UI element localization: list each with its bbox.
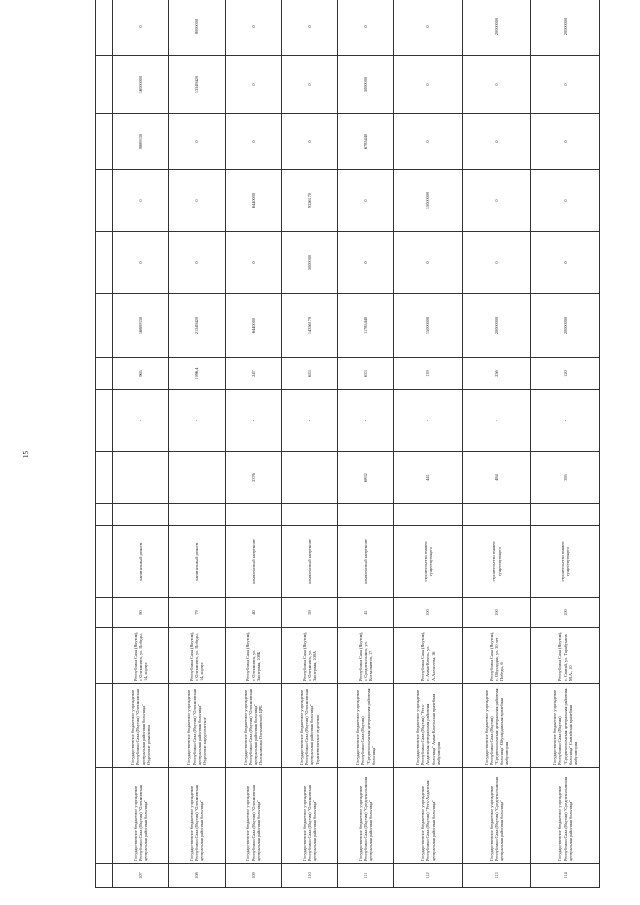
capacity-cell: 41 <box>338 598 394 628</box>
rotated-table-wrapper <box>95 17 600 888</box>
work-type-cell: строительство взамен существующего <box>531 526 600 598</box>
year-1-cell: 0 <box>394 232 463 294</box>
table-row <box>462 0 531 888</box>
organization-cell: Государственное бюджетное учреждение Республики Саха (Якутия) "Олекминская центральная районная больница" <box>225 768 281 864</box>
empty-cell <box>281 504 337 526</box>
header-cell <box>96 56 113 114</box>
year-3-cell: 0 <box>169 114 225 170</box>
address-cell: Республика Саха (Якутия), с. Ойусардах, ул. 30 лет Победы, 6 <box>462 628 531 684</box>
year-2-cell: 15000000 <box>394 170 463 232</box>
header-cell <box>96 358 113 390</box>
facility-cell: Государственное бюджетное учреждение Республики Саха (Якутия) "Среднеколымская центральная районная больница" Ойусардахская врачебная амбулатория <box>462 684 531 768</box>
capacity-cell: 100 <box>394 598 463 628</box>
year-3-cell: 6785440 <box>338 114 394 170</box>
address-cell: Республика Саха (Якутия), г. Олекминск, ул. Заозерная, 108А <box>281 628 337 684</box>
row-number: 114 <box>531 864 600 888</box>
total-cost-cell: 15000000 <box>394 294 463 358</box>
year-4-cell: 0 <box>281 56 337 114</box>
year-3-cell: 0 <box>281 114 337 170</box>
address-cell: Республика Саха (Якутия), с. Амма-Кюель, ул. А.Алексеева, 16 <box>394 628 463 684</box>
total-cost-cell: 11785440 <box>338 294 394 358</box>
year-5-cell: 0 <box>281 0 337 56</box>
empty-cell <box>462 504 531 526</box>
empty-cell <box>169 504 225 526</box>
empty-cell <box>113 504 169 526</box>
row-number: 110 <box>281 864 337 888</box>
address-cell: Республика Саха (Якутия), г. Олекминск, ул. Победы, 14, корпус <box>113 628 169 684</box>
count-cell: 256 <box>462 358 531 390</box>
organization-cell: Государственное бюджетное учреждение Республики Саха (Якутия) "Усть-Алданская центральная районная больница" <box>394 768 463 864</box>
length-cell: - <box>338 390 394 452</box>
year-1-cell: 5000000 <box>281 232 337 294</box>
facility-cell: Государственное бюджетное учреждение Республики Саха (Якутия) "Олекминская центральная районная больница" Отделение хирургическое <box>169 684 225 768</box>
area-cell: 441 <box>394 452 463 504</box>
header-cell <box>96 0 113 56</box>
row-number: 113 <box>462 864 531 888</box>
year-5-cell: 20000000 <box>462 0 531 56</box>
length-cell: - <box>169 390 225 452</box>
count-cell: 120 <box>531 358 600 390</box>
count-cell: 139 <box>394 358 463 390</box>
row-number: 108 <box>169 864 225 888</box>
address-cell: Республика Саха (Якутия), г. Среднеколымск, ул. Космонавтов, 17 <box>338 628 394 684</box>
work-type-cell: строительство взамен существующего <box>462 526 531 598</box>
table-row <box>169 0 225 888</box>
year-5-cell: 0 <box>113 0 169 56</box>
year-5-cell: 0 <box>225 0 281 56</box>
work-type-cell: капитальный ремонт <box>169 526 225 598</box>
organization-cell: Государственное бюджетное учреждение Республики Саха (Якутия) "Олекминская центральная районная больница" <box>113 768 169 864</box>
facility-cell: Государственное бюджетное учреждение Республики Саха (Якутия) "Среднеколымская центральная районная больница" Сватайская врачебная амбулатория <box>531 684 600 768</box>
year-2-cell: 0 <box>338 170 394 232</box>
header-cell <box>96 504 113 526</box>
year-2-cell: 0 <box>113 170 169 232</box>
row-number: 107 <box>113 864 169 888</box>
count-cell: 633 <box>338 358 394 390</box>
table-row <box>225 0 281 888</box>
capacity-cell: 80 <box>113 598 169 628</box>
table-row <box>394 0 463 888</box>
year-2-cell: 0 <box>462 170 531 232</box>
year-4-cell: 0 <box>394 56 463 114</box>
header-cell <box>96 294 113 358</box>
facility-cell: Государственное бюджетное учреждение Республики Саха (Якутия) "Олекминская центральная районная больница" Терапевтическое отделение <box>281 684 337 768</box>
header-cell <box>96 864 113 888</box>
year-4-cell: 16000000 <box>113 56 169 114</box>
year-4-cell: 13549420 <box>169 56 225 114</box>
year-3-cell: 9889330 <box>113 114 169 170</box>
empty-cell <box>225 504 281 526</box>
length-cell: - <box>225 390 281 452</box>
total-cost-cell: 21549420 <box>169 294 225 358</box>
header-cell <box>96 684 113 768</box>
work-type-cell: комплексный капремонт <box>281 526 337 598</box>
header-cell <box>96 232 113 294</box>
page-number: 15 <box>22 451 30 458</box>
count-cell: 653 <box>281 358 337 390</box>
year-3-cell: 0 <box>531 114 600 170</box>
header-cell <box>96 768 113 864</box>
capacity-cell: 40 <box>225 598 281 628</box>
length-cell: - <box>113 390 169 452</box>
length-cell: - <box>281 390 337 452</box>
header-cell <box>96 390 113 452</box>
year-1-cell: 0 <box>338 232 394 294</box>
empty-cell <box>338 504 394 526</box>
table-row <box>113 0 169 888</box>
year-5-cell: 0 <box>394 0 463 56</box>
address-cell: Республика Саха (Якутия), г. Олекминск, ул. Заозерная, 108Б <box>225 628 281 684</box>
organization-cell: Государственное бюджетное учреждение Республики Саха (Якутия) "Среднеколымская центральная районная больница" <box>462 768 531 864</box>
rotated-table-frame <box>95 17 600 888</box>
year-4-cell: 0 <box>462 56 531 114</box>
year-4-cell: 5000000 <box>338 56 394 114</box>
year-3-cell: 0 <box>394 114 463 170</box>
header-cell <box>96 114 113 170</box>
area-cell <box>113 452 169 504</box>
facility-cell: Государственное бюджетное учреждение Республики Саха (Якутия) "Олекминская центральная районная больница" Отделение романовка <box>113 684 169 768</box>
table-row <box>281 0 337 888</box>
area-cell: 484 <box>462 452 531 504</box>
year-5-cell: 20000000 <box>531 0 600 56</box>
organization-cell: Государственное бюджетное учреждение Республики Саха (Якутия) "Олекминская центральная районная больница" <box>169 768 225 864</box>
capacity-cell: 79 <box>169 598 225 628</box>
total-cost-cell: 20000000 <box>462 294 531 358</box>
table-row <box>338 0 394 888</box>
work-type-cell: строительство взамен существующего <box>394 526 463 598</box>
area-cell: 6832 <box>338 452 394 504</box>
facility-cell: Государственное бюджетное учреждение Республики Саха (Якутия) "Олекминская центральная районная больница" Поликлиника Олекминской ЦРБ <box>225 684 281 768</box>
capacity-cell: 100 <box>531 598 600 628</box>
empty-cell <box>531 504 600 526</box>
header-cell <box>96 452 113 504</box>
header-cell <box>96 628 113 684</box>
row-number: 112 <box>394 864 463 888</box>
address-cell: Республика Саха (Якутия), с. Сватай, ул. Тарабукина М.А., 10 <box>531 628 600 684</box>
year-3-cell: 0 <box>225 114 281 170</box>
length-cell: - <box>462 390 531 452</box>
area-cell: 2376 <box>225 452 281 504</box>
area-cell <box>169 452 225 504</box>
organization-cell: Государственное бюджетное учреждение Республики Саха (Якутия) "Среднеколымская центральная районная больница" <box>531 768 600 864</box>
capital-repairs-table <box>95 0 600 888</box>
year-1-cell: 0 <box>462 232 531 294</box>
year-1-cell: 0 <box>113 232 169 294</box>
organization-cell: Государственное бюджетное учреждение Республики Саха (Якутия) "Олекминская центральная районная больница" <box>281 768 337 864</box>
year-2-cell: 6440000 <box>225 170 281 232</box>
length-cell: - <box>531 390 600 452</box>
year-1-cell: 0 <box>225 232 281 294</box>
work-type-cell: комплексный капремонт <box>338 526 394 598</box>
row-number: 111 <box>338 864 394 888</box>
empty-cell <box>394 504 463 526</box>
address-cell: Республика Саха (Якутия), г. Олекминск, ул. Победы, 14, корпус <box>169 628 225 684</box>
length-cell: - <box>394 390 463 452</box>
year-4-cell: 0 <box>531 56 600 114</box>
year-5-cell: 8000000 <box>169 0 225 56</box>
year-4-cell: 0 <box>225 56 281 114</box>
work-type-cell: капитальный ремонт <box>113 526 169 598</box>
total-cost-cell: 6440000 <box>225 294 281 358</box>
year-2-cell: 0 <box>169 170 225 232</box>
total-cost-cell: 14356170 <box>281 294 337 358</box>
total-cost-cell: 20000000 <box>531 294 600 358</box>
area-cell: 395 <box>531 452 600 504</box>
capacity-cell: 59 <box>281 598 337 628</box>
year-1-cell: 0 <box>169 232 225 294</box>
year-3-cell: 0 <box>462 114 531 170</box>
row-number: 109 <box>225 864 281 888</box>
organization-cell: Государственное бюджетное учреждение Республики Саха (Якутия) "Среднеколымская центральная районная больница" <box>338 768 394 864</box>
total-cost-cell: 16889330 <box>113 294 169 358</box>
table-row <box>531 0 600 888</box>
count-cell: 965 <box>113 358 169 390</box>
work-type-cell: комплексный капремонт <box>225 526 281 598</box>
header-cell <box>96 526 113 598</box>
table-header-row <box>96 0 113 888</box>
count-cell: 1096,4 <box>169 358 225 390</box>
year-2-cell: 0 <box>531 170 600 232</box>
facility-cell: Государственное бюджетное учреждение Республики Саха (Якутия) "Среднеколымская центральная районная больница" <box>338 684 394 768</box>
facility-cell: Государственное бюджетное учреждение Республики Саха (Якутия) "Усть-Алданская центральная районная больница" Амма-Кюельская врачебная амбулатория <box>394 684 463 768</box>
count-cell: 247 <box>225 358 281 390</box>
year-5-cell: 0 <box>338 0 394 56</box>
header-cell <box>96 170 113 232</box>
capacity-cell: 100 <box>462 598 531 628</box>
header-cell <box>96 598 113 628</box>
area-cell <box>281 452 337 504</box>
year-2-cell: 9356170 <box>281 170 337 232</box>
year-1-cell: 0 <box>531 232 600 294</box>
